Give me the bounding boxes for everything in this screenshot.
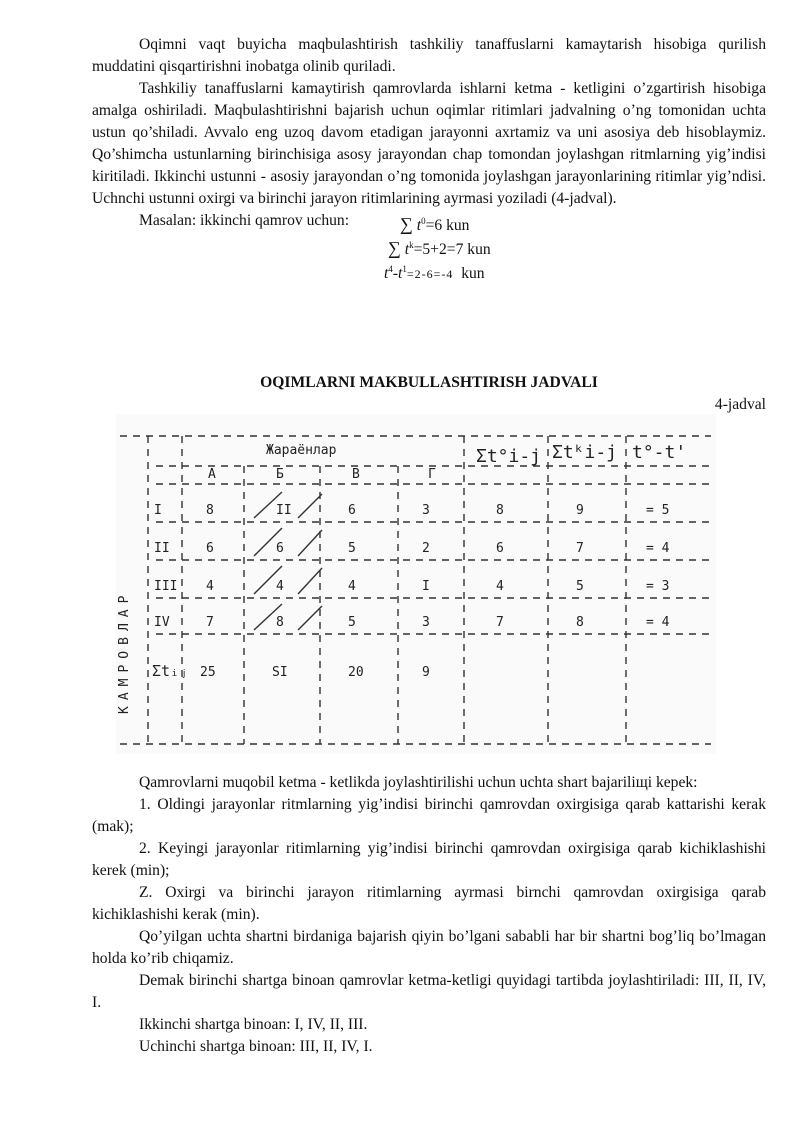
formula-rest: =5+2=7 kun [413,241,491,259]
paragraph: Qamrovlarni muqobil ketma - ketlikda joylashtirilishi uchun uchta shart bajariliщi kepek: [139,774,698,791]
formula-sup: 1 [402,264,407,274]
cell: 3 [422,615,430,630]
paragraph-intro: Oqimni vaqt buyicha maqbulashtirish tashkiliy tanaffuslarni kamaytarish hisobiga qurilish muddatini qisqartirishni inobatga olinib quriladi. [92,36,766,75]
cell: 7 [206,615,214,630]
total-cell: 25 [200,665,216,680]
formula-line-2 [92,234,766,258]
formula-mid: -t [392,265,403,283]
formula-sup: 0 [421,216,426,226]
cell: = 5 [646,503,670,518]
paragraph: Ikkinchi shartga binoan: I, IV, II, III. [139,1016,368,1033]
row-label: II [154,541,170,556]
formula-unit: kun [461,265,485,283]
sum-symbol: ∑ [400,214,413,235]
header-processes: Жараёнлар [266,443,337,458]
formula-sup: 4 [388,264,393,274]
cell: = 4 [646,541,670,556]
cell: 4 [206,579,214,594]
formula-var: t [416,217,422,235]
cell: 8 [576,615,584,630]
cell: II [276,503,292,518]
sum-symbol: ∑ [388,238,401,259]
header-sum-right: Σtᵏi-j [552,442,618,463]
table-number: 4-jadval [714,396,766,413]
formula-var: t [404,241,410,259]
process-header: В [352,467,360,482]
cell: 5 [348,615,356,630]
paragraph: 2. Keyingi jarayonlar ritimlarning yig’indisi birinchi qamrovdan oxirgisiga qarab kichiklashishi kerek (min); [92,840,766,879]
formula-var: t [384,265,389,283]
cell: 2 [422,541,430,556]
paragraph-method: Tashkiliy tanaffuslarni kamaytirish qamrovlarda ishlarni ketma - ketligini o’zgartirish hisobiga amalga oshiriladi. Maqbulashtirishni bajarish uchun oqimlar ritimlari jadvalning o’ng tomonidan uchta ustun qo’shiladi. Avvalo eng uzoq davom etadigan jarayonni axrtamiz va uni asosiya deb hisoblaymiz. Qo’shimcha ustunlarning birinchisiga asosy jarayondan chap tomondan joylashgan ritmlarning yig’indisi kiritiladi. Ikkinchi ustunni - asosiy jarayondan o’ng tomonida joylashgan jarayonlarining ritimlar yig’ndisi. Uchnchi ustunni oxirgi va birinchi jarayon ritimlarining ayrmasi yoziladi (4-jadval). [92,80,766,207]
scanned-table [116,414,716,754]
paragraph: Z. Oxirgi va birinchi jarayon ritimlarning ayrmasi birnchi qamrovdan oxirgisiga qarab kichiklashishi kerak (min). [92,884,766,923]
cell: 5 [348,541,356,556]
paragraph: Uchinchi shartga binoan: III, II, IV, I. [139,1038,373,1055]
formula-rest: =6 kun [425,217,470,235]
paragraph: Qo’yilgan uchta shartni birdaniga bajarish qiyin bo’lgani sababli har bir shartni bog’liq bo’lmagan holda ko’rib chiqamiz. [92,928,766,967]
example-label: Masalan: ikkinchi qamrov uchun: [139,212,350,229]
cell: 4 [276,579,284,594]
process-header: Б [276,467,284,482]
cell: 6 [496,541,504,556]
cell: 6 [206,541,214,556]
side-label: КАМРОВЛАР [117,589,132,714]
formula-line-1 [92,210,766,234]
total-cell: SI [272,665,288,680]
cell: 4 [348,579,356,594]
total-label: Σtᵢⱼ [152,662,189,680]
header-sum-left: Σt°i-j [476,446,542,467]
cell: 3 [422,503,430,518]
cell: 9 [576,503,584,518]
formula-3 [384,258,485,285]
cell: I [422,579,430,594]
cell: 7 [496,615,504,630]
formula-sup: k [409,240,414,250]
process-header: Г [428,467,436,482]
header-diff: t°-t' [632,442,687,463]
cell: = 4 [646,615,670,630]
total-cell: 20 [348,665,364,680]
document-page [92,34,766,1055]
formula-line-3 [92,258,766,282]
process-header: А [208,467,216,482]
formula-rest: =2-6=-4 [406,267,454,282]
total-cell: 9 [422,665,430,680]
row-label: III [154,579,178,594]
cell: 4 [496,579,504,594]
table-title: OQIMLARNI MAKBULLASHTIRISH JADVALI [260,374,598,391]
paragraph: Demak birinchi shartga binoan qamrovlar ketma-ketligi quyidagi tartibda joylashtiriladi: III, II, IV, I. [92,972,766,1011]
text-after-table [92,772,766,1058]
cell: 8 [276,615,284,630]
row-label: I [154,503,162,518]
cell: 6 [348,503,356,518]
paragraph: 1. Oldingi jarayonlar ritmlarning yig’indisi birinchi qamrovdan oxirgisiga qarab kattarishi kerak (mak); [92,796,766,835]
cell: = 3 [646,579,670,594]
cell: 6 [276,541,284,556]
cell: 8 [206,503,214,518]
cell: 5 [576,579,584,594]
cell: 8 [496,503,504,518]
row-label: IV [154,615,170,630]
cell: 7 [576,541,584,556]
